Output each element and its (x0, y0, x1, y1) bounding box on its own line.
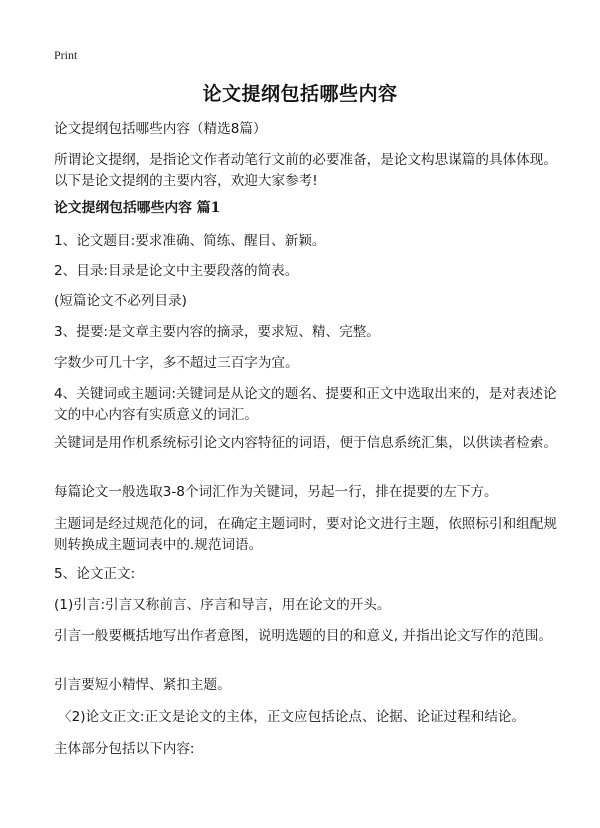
text-paragraph: 主题词是经过规范化的词，在确定主题词时，要对论文进行主题，依照标引和组配规则转换成主题词表中的.规范词语。 (54, 516, 557, 553)
text-paragraph: 每篇论文一般选取3-8个词汇作为关键词，另起一行，排在提要的左下方。 (54, 484, 498, 500)
sub-item-paragraph: (1)引言:引言又称前言、序言和导言，用在论文的开头。 (54, 597, 391, 613)
subtitle-paragraph: 论文提纲包括哪些内容（精选8篇） (54, 121, 267, 137)
item-paragraph: 1、论文题目:要求准确、简练、醒目、新颖。 (54, 233, 326, 249)
item-paragraph: 3、提要:是文章主要内容的摘录，要求短、精、完整。 (54, 324, 380, 340)
text-paragraph: 引言一般要概括地写出作者意图，说明选题的目的和意义, 并指出论文写作的范围。 (54, 628, 553, 644)
item-paragraph: 5、论文正文: (54, 566, 136, 582)
sub-item-paragraph: 〈2)论文正文:正文是论文的主体，正文应包括论点、论据、论证过程和结论。 (58, 709, 526, 725)
text-paragraph: 字数少可几十字，多不超过三百字为宜。 (54, 355, 299, 371)
item-paragraph: 4、关键词或主题词:关键词是从论文的题名、提要和正文中选取出来的，是对表述论文的中心内容有实质意义的词汇。 (54, 386, 557, 423)
intro-paragraph: 所谓论文提纲，是指论文作者动笔行文前的必要准备，是论文构思谋篇的具体体现。以下是论文提纲的主要内容，欢迎大家参考! (54, 152, 557, 189)
item-paragraph: 2、目录:目录是论文中主要段落的简表。 (54, 263, 299, 279)
text-paragraph: 关键词是用作机系统标引论文内容特征的词语，便于信息系统汇集，以供读者检索。 (54, 435, 557, 451)
print-label: Print (54, 48, 78, 62)
text-paragraph: 引言要短小精悍、紧扣主题。 (54, 677, 231, 693)
text-paragraph: 主体部分包括以下内容: (54, 741, 195, 757)
section-heading: 论文提纲包括哪些内容 篇1 (54, 200, 221, 216)
note-paragraph: (短篇论文不必列目录) (54, 293, 187, 309)
document-title: 论文提纲包括哪些内容 (202, 83, 398, 105)
